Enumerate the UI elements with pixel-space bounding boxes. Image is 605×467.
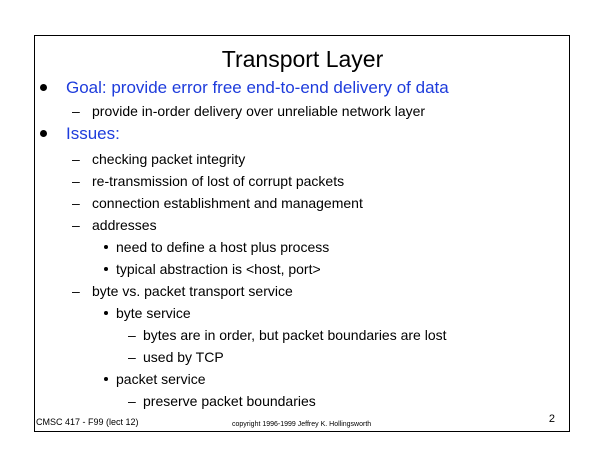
dash-marker: – xyxy=(72,283,80,299)
addresses-sub-item: need to define a host plus process xyxy=(116,239,330,255)
footer-copyright: copyright 1996-1999 Jeffrey K. Hollingsworth xyxy=(232,421,372,428)
byte-service-item: byte service xyxy=(116,305,191,321)
sub-bullet-dot xyxy=(104,377,108,381)
page-number: 2 xyxy=(548,413,555,425)
footer-course-label: CMSC 417 - F99 (lect 12) xyxy=(36,417,139,427)
packet-service-sub-item: preserve packet boundaries xyxy=(143,393,316,409)
issue-item: checking packet integrity xyxy=(92,151,246,167)
slide-title: Transport Layer xyxy=(221,46,384,72)
issues-bullet: Issues: xyxy=(66,124,120,143)
bullet-dot xyxy=(40,84,47,91)
dash-marker: – xyxy=(72,103,80,119)
sub-bullet-dot xyxy=(104,245,108,249)
sub-bullet-dot xyxy=(104,311,108,315)
dash-marker: – xyxy=(72,151,80,167)
goal-sub-item: provide in-order delivery over unreliable network layer xyxy=(92,103,426,119)
byte-service-sub-item: used by TCP xyxy=(143,349,224,365)
bullet-dot xyxy=(40,130,47,137)
dash-marker: – xyxy=(72,217,80,233)
issue-item: addresses xyxy=(92,217,157,233)
dash-marker: – xyxy=(128,327,136,343)
issue-item: connection establishment and management xyxy=(92,195,363,211)
issue-item: re-transmission of lost of corrupt packets xyxy=(92,173,345,189)
dash-marker: – xyxy=(128,349,136,365)
dash-marker: – xyxy=(72,195,80,211)
goal-bullet: Goal: provide error free end-to-end delivery of data xyxy=(66,78,449,97)
addresses-sub-item: typical abstraction is <host, port> xyxy=(116,261,321,277)
issue-item: byte vs. packet transport service xyxy=(92,283,293,299)
dash-marker: – xyxy=(72,173,80,189)
packet-service-item: packet service xyxy=(116,371,206,387)
dash-marker: – xyxy=(128,393,136,409)
byte-service-sub-item: bytes are in order, but packet boundaries are lost xyxy=(143,327,447,343)
sub-bullet-dot xyxy=(104,267,108,271)
